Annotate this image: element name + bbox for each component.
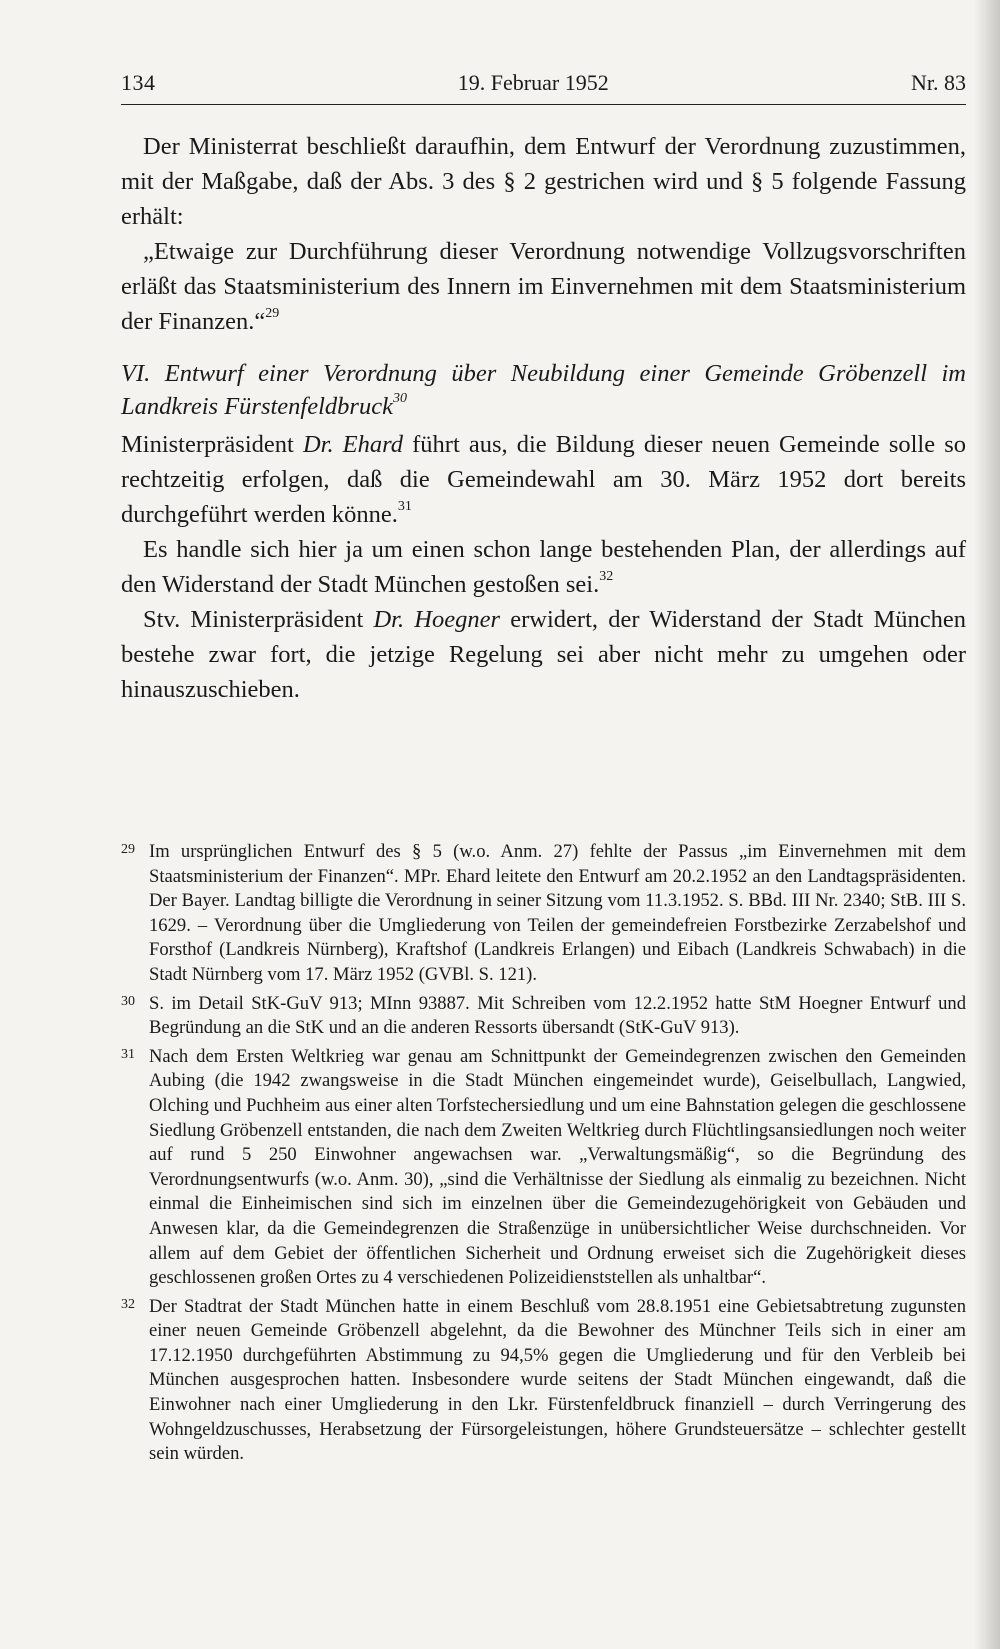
paragraph-ehard-text: führt aus, die Bildung dieser neuen Gemeinde solle so rechtzeitig erfolgen, daß die Gemeindewahl am 30. März 1952 dort bereits durchgeführt werden könne. — [121, 431, 967, 528]
footnote — [121, 840, 966, 988]
section-heading — [121, 357, 966, 423]
footnote-ref-29: 29 — [265, 305, 280, 321]
page-number: 134 — [121, 70, 156, 95]
document-number: Nr. 83 — [910, 70, 966, 95]
page-content — [121, 70, 966, 707]
footnote-number: 32 — [121, 1296, 135, 1312]
footnote-text: Der Stadtrat der Stadt München hatte in einem Beschluß vom 28.8.1951 eine Gebietsabtretung zugunsten einer neuen Gemeinde Gröbenzell abgelehnt, da die Bewohner des Münchner Teils sich in einer am 17.12.1950 durchgeführten Abstimmung zu 94,5% gegen die Umgliederung und für den Verbleib bei München ausgesprochen hatten. Insbesondere wurde seitens der Stadt München eingewandt, daß die Einwohner nach einer Umgliederung in den Lkr. Fürstenfeldbruck finanziell – durch Verringerung des Wohngeldzuschusses, Herabsetzung der Fürsorgeleistungen, höhere Grundsteuersätze – schlechter gestellt sein würden. — [149, 1295, 966, 1465]
footnote-text: S. im Detail StK-GuV 913; MInn 93887. Mit Schreiben vom 12.2.1952 hatte StM Hoegner Entwurf und Begründung an die StK und an die anderen Ressorts übersandt (StK-GuV 913). — [149, 992, 966, 1039]
page-edge-shadow — [974, 0, 1000, 1649]
footnote-number: 31 — [121, 1046, 135, 1062]
footnote-ref-31: 31 — [397, 498, 412, 514]
paragraph-hoegner-prefix: Stv. Ministerpräsident — [143, 606, 374, 633]
paragraph-plan-text: Es handle sich hier ja um einen schon lange bestehenden Plan, der allerdings auf den Widerstand der Stadt München gestoßen sei. — [121, 536, 966, 598]
footnote-ref-32: 32 — [599, 568, 614, 584]
footnote — [121, 992, 966, 1041]
paragraph-hoegner-text: erwidert, der Widerstand der Stadt München bestehe zwar fort, die jetzige Regelung sei aber nicht mehr zu umgehen oder hinauszuschieben. — [121, 606, 967, 703]
paragraph-ehard — [121, 427, 966, 532]
footnote-number: 29 — [121, 842, 135, 857]
footnote-ref-30: 30 — [392, 390, 407, 406]
paragraph-ehard-prefix: Ministerpräsident — [121, 431, 303, 458]
paragraph-resolution: Der Ministerrat beschließt daraufhin, dem Entwurf der Verordnung zuzustimmen, mit der Maßgabe, daß der Abs. 3 des § 2 gestrichen wird und § 5 folgende Fassung erhält: — [121, 133, 966, 230]
section-heading-text: VI. Entwurf einer Verordnung über Neubildung einer Gemeinde Gröbenzell im Landkreis Fürstenfeldbruck — [121, 360, 966, 420]
name-ehard: Dr. Ehard — [302, 431, 404, 458]
footnote — [121, 1045, 966, 1291]
paragraph-hoegner — [121, 602, 966, 707]
footnotes — [121, 840, 966, 1471]
header-date: 19. Februar 1952 — [457, 70, 609, 95]
paragraph-quote — [121, 234, 966, 339]
running-header — [121, 70, 966, 105]
name-hoegner: Dr. Hoegner — [373, 606, 501, 633]
footnote-text: Im ursprünglichen Entwurf des § 5 (w.o. Anm. 27) fehlte der Passus „im Einvernehmen mit dem Staatsministerium der Finanzen“. MPr. Ehard leitete den Entwurf am 20.2.1952 an den Landtagspräsidenten. Der Bayer. Landtag billigte die Verordnung in seiner Sitzung vom 11.3.1952. S. BBd. III Nr. 2340; StB. III S. 1629. – Verordnung über die Umgliederung von Teilen der gemeindefreien Forstbezirke Zerzabelshof und Forsthof (Landkreis Nürnberg), Kraftshof (Landkreis Erlangen) und Eibach (Landkreis Schwabach) in die Stadt Nürnberg vom 17. März 1952 (GVBl. S. 121). — [149, 841, 966, 985]
footnote-number: 30 — [121, 993, 135, 1009]
footnote — [121, 1295, 966, 1467]
main-text — [121, 129, 966, 707]
footnote-text: Nach dem Ersten Weltkrieg war genau am Schnittpunkt der Gemeindegrenzen zwischen den Gemeinden Aubing (die 1942 zwangsweise in die Stadt München eingemeindet wurde), Geiselbullach, Langwied, Olching und Puchheim aus einer alten Torfstechersiedlung und um eine Bahnstation gelegen die geschlossene Siedlung Gröbenzell entstanden, die nach dem Zweiten Weltkrieg durch Flüchtlingsansiedlungen noch weiter auf rund 5 250 Einwohner angewachsen war. „Verwaltungsmäßig“, so die Begründung des Verordnungsentwurfs (w.o. Anm. 30), „sind die Verhältnisse der Siedlung als einmalig zu bezeichnen. Nicht einmal die Einheimischen sind sich im einzelnen über die Gemeindezugehörigkeit von Gebäuden und Anwesen klar, da die Gemeindegrenzen die Straßenzüge in unübersichtlicher Weise durchschneiden. Vor allem auf dem Gebiet der öffentlichen Sicherheit und Ordnung erweiset sich die Zugehörigkeit dieses geschlossenen großen Ortes zu 4 verschiedenen Polizeidienststellen als unhaltbar“. — [149, 1045, 966, 1289]
paragraph-plan — [121, 532, 966, 602]
quote-text: „Etwaige zur Durchführung dieser Verordnung notwendige Vollzugsvorschriften erläßt das Staatsministerium des Innern im Einvernehmen mit dem Staatsministerium der Finanzen.“ — [121, 238, 966, 335]
